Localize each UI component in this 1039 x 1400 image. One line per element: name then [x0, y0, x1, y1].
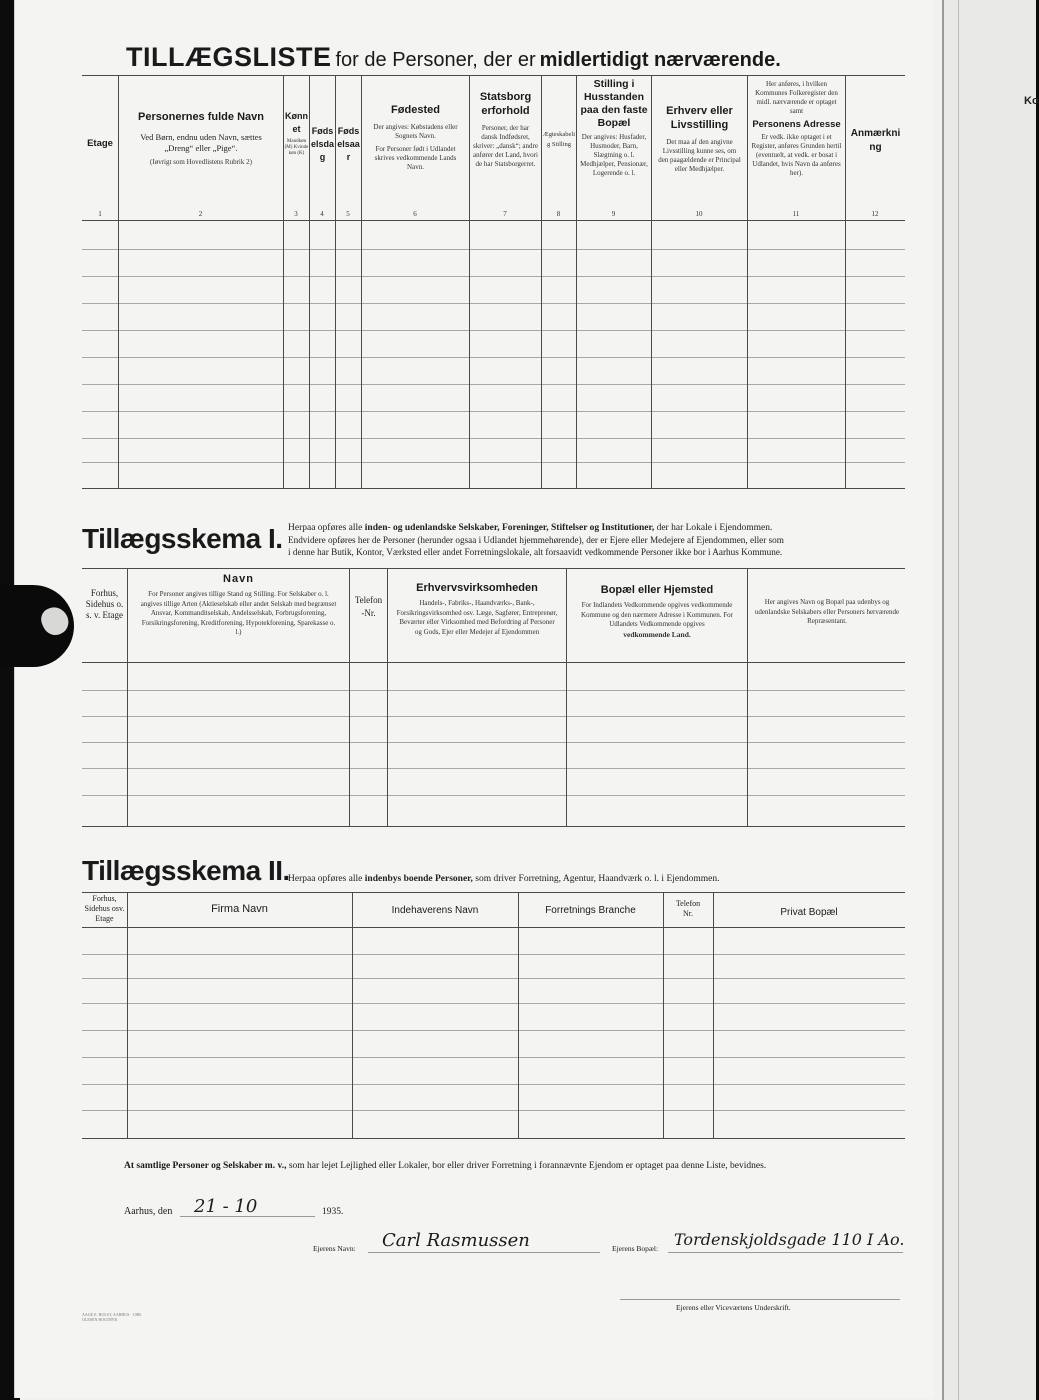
col-number: 4 — [320, 210, 324, 218]
skema2-title: Tillægsskema II. — [82, 855, 290, 886]
col-number: 1 — [98, 210, 102, 218]
signature-label: Ejerens eller Viceværtens Underskrift. — [676, 1303, 791, 1312]
skema1-col-header-bopael-note: For Indlandets Vedkommende opgives vedkommende Kommune og den nærmere Adresse i Kommunen. For Udlandets Vedkommende opgives — [580, 601, 734, 628]
skema1-title: Tillægsskema I. — [82, 523, 283, 554]
col-header-koen-title: Kønnet — [285, 111, 308, 134]
main-title-bold: midlertidigt nærværende. — [539, 49, 781, 71]
skema1-row-line — [82, 795, 905, 796]
col-header-foedested-title: Fødested — [391, 104, 440, 116]
skema1-col-header-bopael-note-b: vedkommende Land. — [623, 629, 691, 639]
skema2-desc-c: som driver Forretning, Agentur, Haandværk o. l. i Ejendommen. — [475, 874, 720, 884]
table-main-row-line — [82, 276, 905, 277]
table-main-row-line — [82, 462, 905, 463]
skema2-col-divider — [518, 892, 519, 1138]
table-main-row-line — [82, 411, 905, 412]
col-header-erhverv-title: Erhverv eller Livsstilling — [666, 105, 733, 131]
next-page-edge — [942, 0, 1039, 1400]
col-header-koen — [284, 110, 309, 157]
col-number: 12 — [871, 210, 879, 218]
col-number: 7 — [503, 210, 507, 218]
owner-name-line — [368, 1252, 600, 1253]
col-header-navn-title: Personernes fulde Navn — [138, 111, 264, 123]
col-header-adresse-pre: Her anføres, i hvilken Kommunes Folkeregister den midl. nærværende er optaget samt — [755, 80, 838, 115]
main-title-mid: for de Personer, der er — [335, 49, 536, 71]
footer-year: 1935. — [322, 1207, 344, 1217]
handwritten-owner-address: Tordenskjoldsgade 110 I Ao. — [674, 1230, 905, 1249]
skema2-row-line — [82, 1057, 905, 1058]
col-number: 2 — [198, 210, 203, 218]
skema1-desc3: i denne har Butik, Kontor, Værksted eller andet Forretningslokale, alt forsaavidt vedkommende Personer ikke bor i Aarhus Kommune. — [288, 547, 783, 557]
printer-imprint: AAGE E. HOLST, AARHUS · CHR. OLESEN BOGTRYK — [82, 1312, 142, 1322]
skema2-top-border — [82, 892, 905, 893]
skema2-desc-b: indenbys boende Personer, — [364, 874, 473, 884]
skema2-col-header-branche: Forretnings Branche — [545, 905, 636, 916]
skema1-col-header-repraesentant: Her angives Navn og Bopæl paa udenbys og udenlandske Selskabers eller Personers herværende Repræsentant. — [754, 598, 900, 625]
owner-address-line — [668, 1252, 903, 1253]
skema2-col-divider — [352, 892, 353, 1138]
col-header-statsborger-title: Statsborgerforhold — [479, 91, 532, 117]
skema1-col-divider — [747, 568, 748, 826]
col-header-foedselsaar: Fødselsaar — [337, 126, 360, 162]
skema2-row-line — [82, 1030, 905, 1031]
skema1-desc1c: der har Lokale i Ejendommen. — [656, 523, 773, 533]
col-header-etage: Etage — [87, 138, 113, 149]
skema2-col-header-etage: Forhus, Sidehus osv. Etage — [84, 894, 125, 923]
main-title — [126, 42, 886, 73]
skema2-description — [288, 873, 906, 885]
skema1-col-header-erhverv — [388, 581, 566, 637]
main-title-big: TILLÆGSLISTE — [126, 42, 332, 72]
skema1-col-header-navn — [128, 572, 349, 638]
skema1-row-line — [82, 690, 905, 691]
skema1-description — [288, 522, 906, 558]
col-number: 10 — [695, 210, 703, 218]
col-header-navn-note: Ved Børn, endnu uden Navn, sættes „Dreng“ eller „Pige“. — [140, 132, 262, 153]
col-header-adresse-title: Personens Adresse — [752, 119, 841, 130]
footer-statement-b: som har lejet Lejlighed eller Lokaler, bor eller driver Forretning i forannævnte Ejendom er optaget paa denne Liste, bevidnes. — [288, 1161, 767, 1171]
skema2-row-line — [82, 1084, 905, 1085]
col-number: 3 — [294, 210, 298, 218]
skema1-col-header-erhverv-title: Erhvervsvirksomheden — [416, 582, 538, 594]
skema2-col-header-firma: Firma Navn — [211, 903, 268, 915]
col-number: 6 — [413, 210, 417, 218]
table-main-row-line — [82, 384, 905, 385]
col-header-stilling-title: Stilling i Husstanden paa den faste Bopæl — [580, 78, 648, 129]
skema1-desc1a: Herpaa opføres alle — [288, 523, 363, 533]
skema1-col-header-bopael — [567, 583, 747, 639]
skema2-row-line — [82, 978, 905, 979]
skema2-desc-a: Herpaa opføres alle — [288, 874, 363, 884]
skema2-col-divider — [713, 892, 714, 1138]
skema1-top-border — [82, 568, 905, 569]
footer-statement-a: At samtlige Personer og Selskaber m. v., — [124, 1161, 287, 1171]
signature-line — [620, 1299, 900, 1300]
next-page-text: Ko — [1024, 95, 1039, 107]
col-number: 5 — [346, 210, 350, 218]
skema1-col-header-erhverv-note: Handels-, Fabriks-, Haandværks-, Bank-, Forsikringsvirksomhed osv. Læge, Sagfører, Entreprenør, Beværter eller Virksomhed med Befordring af Personer og Gods, Ejer eller Medejer af Ejendommen — [396, 599, 558, 636]
skema2-row-line — [82, 954, 905, 955]
col-header-navn — [120, 110, 282, 167]
handwritten-owner-name: Carl Rasmussen — [382, 1230, 530, 1251]
skema2-col-header-privat-bopael: Privat Bopæl — [780, 907, 838, 918]
skema1-row-line — [82, 768, 905, 769]
col-header-stilling-note: Der angives: Husfader, Husmoder, Barn, Slægtning o. l. Medhjælper, Pensionær, Logerende o. l. — [580, 133, 648, 177]
skema2-header-bottom — [82, 927, 905, 928]
col-header-koen-note: Mandkøn (M) Kvindekøn (K) — [284, 139, 309, 156]
col-number: 8 — [556, 210, 561, 218]
owner-name-label: Ejerens Navn: — [313, 1244, 356, 1253]
handwritten-date: 21 - 10 — [194, 1196, 258, 1217]
table-main-header-bottom — [82, 220, 905, 221]
table-main-row-line — [82, 357, 905, 358]
col-header-statsborger — [470, 90, 541, 169]
footer-statement — [124, 1161, 904, 1171]
skema1-desc1b: inden- og udenlandske Selskaber, Foreninger, Stiftelser og Institutioner, — [364, 523, 655, 533]
skema2-col-header-indehaver: Indehaverens Navn — [391, 905, 479, 916]
table-main-row-line — [82, 330, 905, 331]
skema2-col-divider — [127, 892, 128, 1138]
col-header-foedested-note2: For Personer født i Udlandet skrives vedkommende Lands Navn. — [374, 145, 457, 171]
col-header-erhverv — [652, 104, 747, 174]
skema1-header-bottom — [82, 662, 905, 663]
col-header-navn-note2: (Iøvrigt som Hovedlistens Rubrik 2) — [150, 158, 252, 166]
skema1-col-header-navn-title: Navn — [223, 573, 254, 585]
skema2-col-header-telefon: Telefon Nr. — [675, 899, 701, 918]
col-header-foedested-note: Der angives: Købstadens eller Sognets Navn. — [373, 123, 458, 140]
thumbnail-nail — [37, 603, 72, 639]
skema1-row-line — [82, 742, 905, 743]
col-header-adresse-note: Er vedk. ikke optaget i et Register, anføres Grunden hertil (eventuelt, at vedk. er bosat i Udlandet, hvis Navn da anføres her). — [751, 133, 842, 177]
skema1-col-header-bopael-title: Bopæl eller Hjemsted — [600, 584, 714, 596]
skema2-bottom-border — [82, 1138, 905, 1139]
table-main-row-line — [82, 303, 905, 304]
col-number: 9 — [611, 210, 616, 218]
col-header-aegteskabelig: Ægteskabelig Stilling — [542, 131, 576, 148]
table-main-row-line — [82, 249, 905, 250]
skema1-row-line — [82, 716, 905, 717]
col-header-statsborger-note: Personer, der har dansk Indfødsret, skriver: „dansk“; andre anfører det Land, hvori de har Statsborgerret. — [473, 124, 538, 168]
owner-address-label: Ejerens Bopæl: — [612, 1244, 659, 1253]
skema2-row-line — [82, 1003, 905, 1004]
col-header-anmaerkning: Anmærkning — [850, 128, 901, 153]
col-header-foedested — [362, 103, 469, 172]
skema2-row-line — [82, 1110, 905, 1111]
skema1-col-header-etage: Forhus, Sidehus o. s. v. Etage — [85, 588, 124, 620]
skema2-col-divider — [663, 892, 664, 1138]
page-fold-line — [958, 0, 959, 1400]
skema1-desc2: Endvidere opføres her de Personer (herunder ogsaa i Udlandet hjemmehørende), der er Ejere eller Medejere af Ejendommen, eller som — [288, 535, 784, 545]
col-header-adresse — [748, 80, 845, 178]
skema1-bottom-border — [82, 826, 905, 827]
table-main-bottom-border — [82, 488, 905, 489]
col-header-foedselsdag: Fødselsdag — [310, 126, 334, 162]
skema1-col-header-navn-note: For Personer angives tillige Stand og Stilling. For Selskaber o. l. angives tillige Arten (Aktieselskab eller andet Selskab med begrænset Ansvar, Kommanditselskab, Andelsselskab, Forbrugsforening, Forsikringsforening, Kreditforening, Hypotekforening, Sparekasse o. l.) — [140, 590, 337, 636]
col-header-erhverv-note: Det maa af den angivne Livsstilling kunne ses, om den paagældende er Principal eller Medhjælper. — [658, 138, 741, 173]
col-number: 11 — [792, 210, 800, 218]
skema1-col-header-telefon: Telefon-Nr. — [354, 595, 383, 618]
footer-place: Aarhus, den — [124, 1206, 173, 1217]
table-main-top-border — [82, 75, 905, 76]
col-header-stilling — [577, 78, 651, 178]
table-main-row-line — [82, 438, 905, 439]
table-main-col-divider — [118, 75, 119, 488]
